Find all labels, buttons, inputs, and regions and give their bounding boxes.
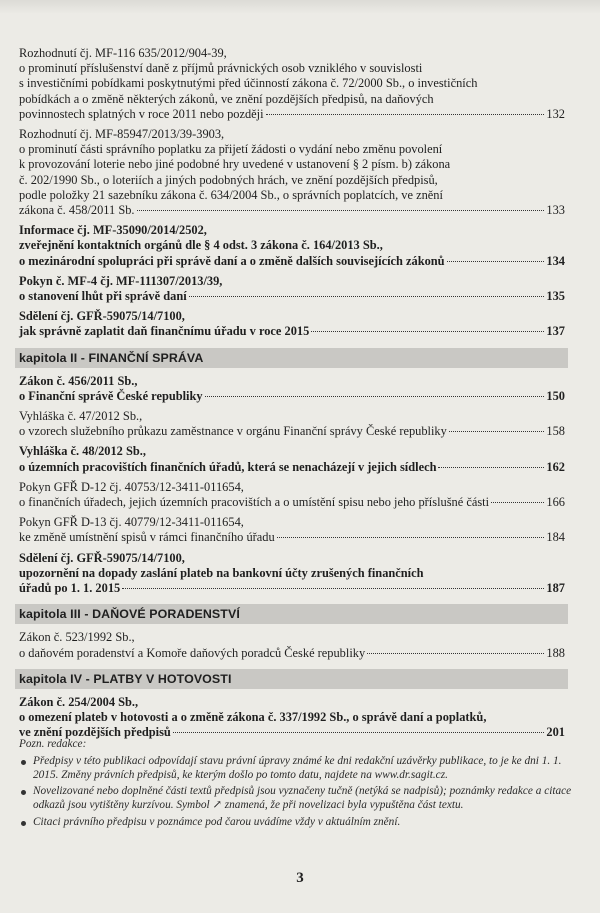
toc-entry	[19, 444, 565, 474]
entry-line: Pokyn GFŘ D-13 čj. 40779/12-3411-011654,	[19, 515, 244, 530]
editorial-notes	[19, 738, 579, 833]
toc-entry	[19, 409, 565, 439]
entry-line: Vyhláška č. 48/2012 Sb.,	[19, 444, 146, 459]
entry-line: o prominutí příslušenství daně z příjmů právnických osob vzniklého v souvislosti	[19, 61, 423, 76]
entry-last-line	[19, 324, 565, 339]
entry-page-number: 188	[546, 645, 565, 660]
dot-leader	[122, 588, 544, 589]
dot-leader	[266, 114, 545, 115]
entry-page-number: 150	[546, 388, 565, 403]
entry-text: jak správně zaplatit daň finančnímu úřadu v roce 2015	[19, 324, 310, 339]
toc-entry	[19, 127, 565, 218]
entry-line: Vyhláška č. 47/2012 Sb.,	[19, 409, 143, 424]
entry-page-number: 162	[546, 459, 565, 474]
dot-leader	[311, 331, 544, 332]
toc-entry	[19, 695, 565, 741]
toc-entry	[19, 551, 565, 597]
chapter-2-entries	[19, 374, 565, 597]
entry-line: pobídkách a o změně některých zákonů, ve znění pozdějších předpisů, na daňových	[19, 91, 434, 106]
entry-line: Zákon č. 254/2004 Sb.,	[19, 694, 139, 709]
dot-leader	[189, 296, 545, 297]
entry-text: ve znění pozdějších předpisů	[19, 725, 171, 740]
entry-text: povinnostech splatných v roce 2011 nebo později	[19, 106, 264, 121]
dot-leader	[438, 467, 544, 468]
entry-last-line	[19, 530, 565, 545]
entry-line: Zákon č. 456/2011 Sb.,	[19, 373, 138, 388]
entry-line: o omezení plateb v hotovosti a o změně zákona č. 337/1992 Sb., o správě daní a poplatků,	[19, 709, 487, 724]
entry-line: Zákon č. 523/1992 Sb.,	[19, 630, 135, 645]
dot-leader	[205, 396, 545, 397]
entry-line: Rozhodnutí čj. MF-85947/2013/39-3903,	[19, 127, 225, 142]
entry-page-number: 133	[546, 203, 565, 218]
entry-text: o stanovení lhůt při správě daní	[19, 289, 187, 304]
dot-leader	[447, 261, 545, 262]
entry-line: podle položky 21 sazebníku zákona č. 634/2004 Sb., o správních poplatcích, ve znění	[19, 187, 443, 202]
dot-leader	[173, 732, 545, 733]
entry-text: zákona č. 458/2011 Sb.	[19, 203, 135, 218]
notes-list	[19, 755, 579, 830]
chapter-heading-4: kapitola IV - PLATBY V HOTOVOSTI	[15, 669, 568, 689]
entry-page-number: 187	[546, 581, 565, 596]
entry-line: Pokyn GFŘ D-12 čj. 40753/12-3411-011654,	[19, 479, 244, 494]
dot-leader	[367, 653, 544, 654]
entry-page-number: 184	[546, 530, 565, 545]
entry-last-line	[19, 254, 565, 269]
dot-leader	[137, 210, 545, 211]
note-item: Předpisy v této publikaci odpovídají stavu právní úpravy známé ke dni redakční uzávěrky publikace, to je ke dni 1. 1. 2015. Změny právních předpisů, ke kterým došlo po tomto datu, najdete na www.dr.sagit.cz.	[19, 755, 579, 783]
entry-line: s investičními pobídkami poskytnutými před účinností zákona č. 72/2000 Sb., o investičních	[19, 76, 478, 91]
dot-leader	[491, 502, 544, 503]
entry-last-line	[19, 203, 565, 218]
entry-page-number: 135	[546, 289, 565, 304]
toc-entry	[19, 374, 565, 404]
toc-entry	[19, 630, 565, 660]
entry-line: o prominutí části správního poplatku za přijetí žádosti o vydání nebo změnu povolení	[19, 142, 443, 157]
page-number: 3	[296, 870, 304, 886]
entry-last-line	[19, 460, 565, 475]
chapter-3-entries	[19, 630, 565, 660]
entry-page-number: 134	[546, 253, 565, 268]
entry-line: Sdělení čj. GFŘ-59075/14/7100,	[19, 309, 185, 324]
entry-line: k provozování loterie nebo jiné podobné hry uvedené v ustanovení § 2 písm. b) zákona	[19, 157, 451, 172]
entry-last-line	[19, 389, 565, 404]
note-item: Novelizované nebo doplněné části textů předpisů jsou vyznačeny tučně (netýká se nadpisů); poznámky redakce a citace odkazů jsou vytištěny kurzívou. Symbol ↗ znamená, že při novelizaci byla vypuštěna část textu.	[19, 785, 579, 813]
entry-page-number: 201	[546, 725, 565, 740]
chapter-heading-3: kapitola III - DAŇOVÉ PORADENSTVÍ	[15, 604, 568, 624]
toc-entry	[19, 274, 565, 304]
entry-last-line	[19, 289, 565, 304]
toc-entry	[19, 515, 565, 545]
entry-page-number: 166	[546, 495, 565, 510]
entry-line: č. 202/1990 Sb., o loteriích a jiných podobných hrách, ve znění pozdějších předpisů,	[19, 172, 438, 187]
entry-line: Sdělení čj. GFŘ-59075/14/7100,	[19, 550, 185, 565]
entry-text: o Finanční správě České republiky	[19, 388, 203, 403]
entry-page-number: 132	[546, 106, 565, 121]
chapter-4-entries	[19, 695, 565, 741]
entry-text: o daňovém poradenství a Komoře daňových poradců České republiky	[19, 645, 366, 660]
entry-last-line	[19, 646, 565, 661]
note-item: Citaci právního předpisu v poznámce pod čarou uvádíme vždy v aktuálním znění.	[19, 816, 579, 830]
dot-leader	[449, 431, 545, 432]
entry-last-line	[19, 107, 565, 122]
entry-text: o mezinárodní spolupráci při správě daní a o změně dalších souvisejících zákonů	[19, 253, 445, 268]
entry-line: Pokyn č. MF-4 čj. MF-111307/2013/39,	[19, 273, 223, 288]
entry-text: o vzorech služebního průkazu zaměstnance v orgánu Finanční správy České republiky	[19, 424, 447, 439]
entry-last-line	[19, 495, 565, 510]
page-top-shadow	[0, 0, 600, 14]
toc-entry	[19, 223, 565, 269]
entries-list	[19, 46, 565, 340]
entry-page-number: 158	[546, 424, 565, 439]
entry-line: upozornění na dopady zaslání plateb na bankovní účty zrušených finančních	[19, 565, 424, 580]
table-of-contents	[19, 46, 565, 745]
toc-entry	[19, 309, 565, 339]
entry-line: Informace čj. MF-35090/2014/2502,	[19, 223, 207, 238]
toc-entry	[19, 480, 565, 510]
notes-heading: Pozn. redakce:	[19, 738, 87, 750]
entry-line: zveřejnění kontaktních orgánů dle § 4 odst. 3 zákona č. 164/2013 Sb.,	[19, 238, 383, 253]
entry-page-number: 137	[546, 324, 565, 339]
entry-text: úřadů po 1. 1. 2015	[19, 581, 121, 596]
entry-line: Rozhodnutí čj. MF-116 635/2012/904-39,	[19, 46, 227, 60]
dot-leader	[277, 537, 545, 538]
entry-last-line	[19, 424, 565, 439]
chapter-heading-2: kapitola II - FINANČNÍ SPRÁVA	[15, 348, 568, 368]
entry-text: o finančních úřadech, jejich územních pracovištích a o umístění spisu nebo jeho příslušné části	[19, 495, 490, 510]
entry-text: o územních pracovištích finančních úřadů, která se nenacházejí v jejich sídlech	[19, 459, 437, 474]
entry-last-line	[19, 581, 565, 596]
toc-entry	[19, 46, 565, 122]
entry-text: ke změně umístnění spisů v rámci finančního úřadu	[19, 530, 275, 545]
